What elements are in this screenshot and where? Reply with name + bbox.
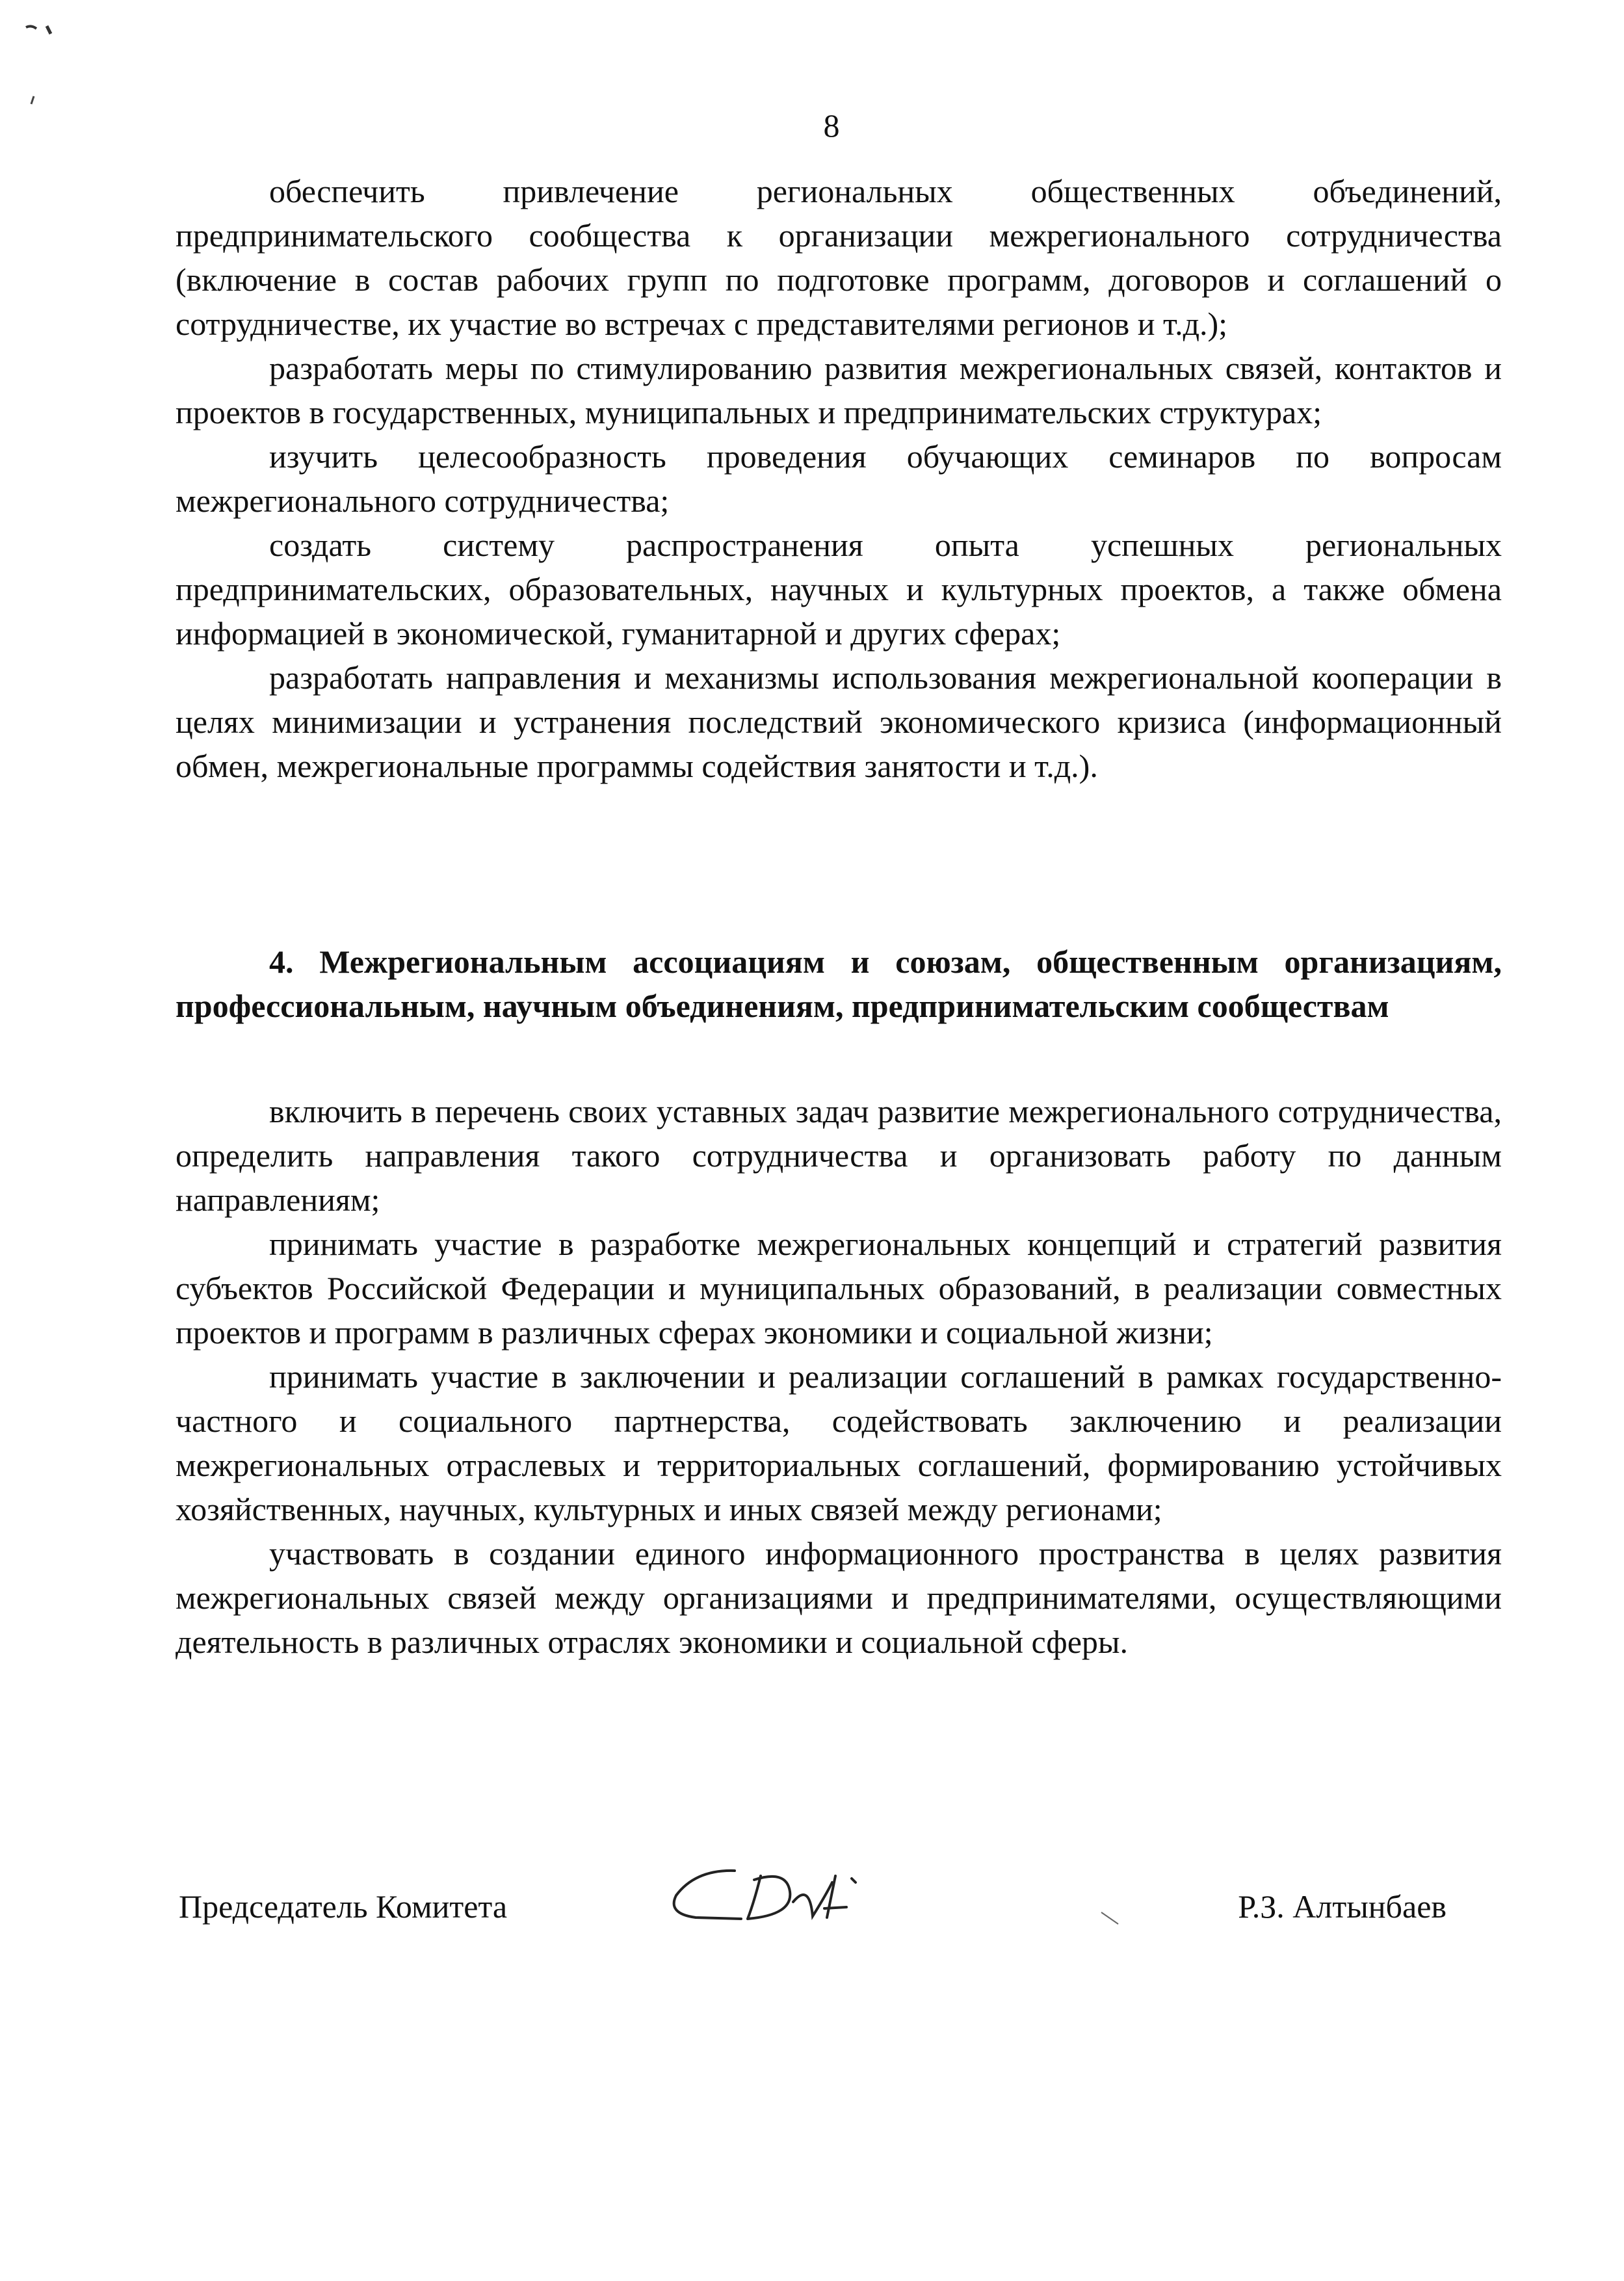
page-number: 8 xyxy=(823,107,840,144)
recommendations-list-top xyxy=(176,169,1502,788)
paragraph-item: включить в перечень своих уставных задач развитие межрегионального сотрудничества, определить направления такого сотрудничества и организовать работу по данным направлениям; xyxy=(176,1093,1502,1218)
paragraph-item: разработать меры по стимулированию развития межрегиональных связей, контактов и проектов в государственных, муниципальных и предпринимательских структурах; xyxy=(176,350,1502,430)
signatory-title: Председатель Комитета xyxy=(179,1888,508,1925)
handwritten-signature xyxy=(657,1856,917,1934)
paragraph-item: создать систему распространения опыта успешных региональных предпринимательских, образовательных, научных и культурных проектов, а также обмена информацией в экономической, гуманитарной и других сферах; xyxy=(176,527,1502,652)
paragraph-item: изучить целесообразность проведения обучающих семинаров по вопросам межрегионального сотрудничества; xyxy=(176,438,1502,519)
paragraph-item: разработать направления и механизмы использования межрегиональной кооперации в целях минимизации и устранения последствий экономического кризиса (информационный обмен, межрегиональные программы содействия занятости и т.д.). xyxy=(176,659,1502,784)
section-4-heading: 4. Межрегиональным ассоциациям и союзам, общественным организациям, профессиональным, научным объединениям, предпринимательским сообществам xyxy=(176,943,1502,1024)
scan-artifact-top-left xyxy=(18,12,77,109)
paragraph-item: участвовать в создании единого информационного пространства в целях развития межрегиональных связей между организациями и предпринимателями, осуществляющими деятельность в различных отраслях экономики и социальной сферы. xyxy=(176,1535,1502,1660)
signatory-name: Р.З. Алтынбаев xyxy=(1238,1888,1447,1925)
signature-block xyxy=(179,1856,1447,1934)
paragraph-item: принимать участие в заключении и реализации соглашений в рамках государственно-частного и социального партнерства, содействовать заключению и реализации межрегиональных отраслевых и территориальных соглашений, формированию устойчивых хозяйственных, научных, культурных и иных связей между регионами; xyxy=(176,1358,1502,1527)
recommendations-list-section-4 xyxy=(176,1089,1502,1664)
paragraph-item: обеспечить привлечение региональных общественных объединений, предпринимательского сообщества к организации межрегионального сотрудничества (включение в состав рабочих групп по подготовке программ, договоров и соглашений о сотрудничестве, их участие во встречах с представителями регионов и т.д.); xyxy=(176,173,1502,342)
paragraph-item: принимать участие в разработке межрегиональных концепций и стратегий развития субъектов Российской Федерации и муниципальных образований, в реализации совместных проектов и программ в различных сферах экономики и социальной жизни; xyxy=(176,1226,1502,1351)
